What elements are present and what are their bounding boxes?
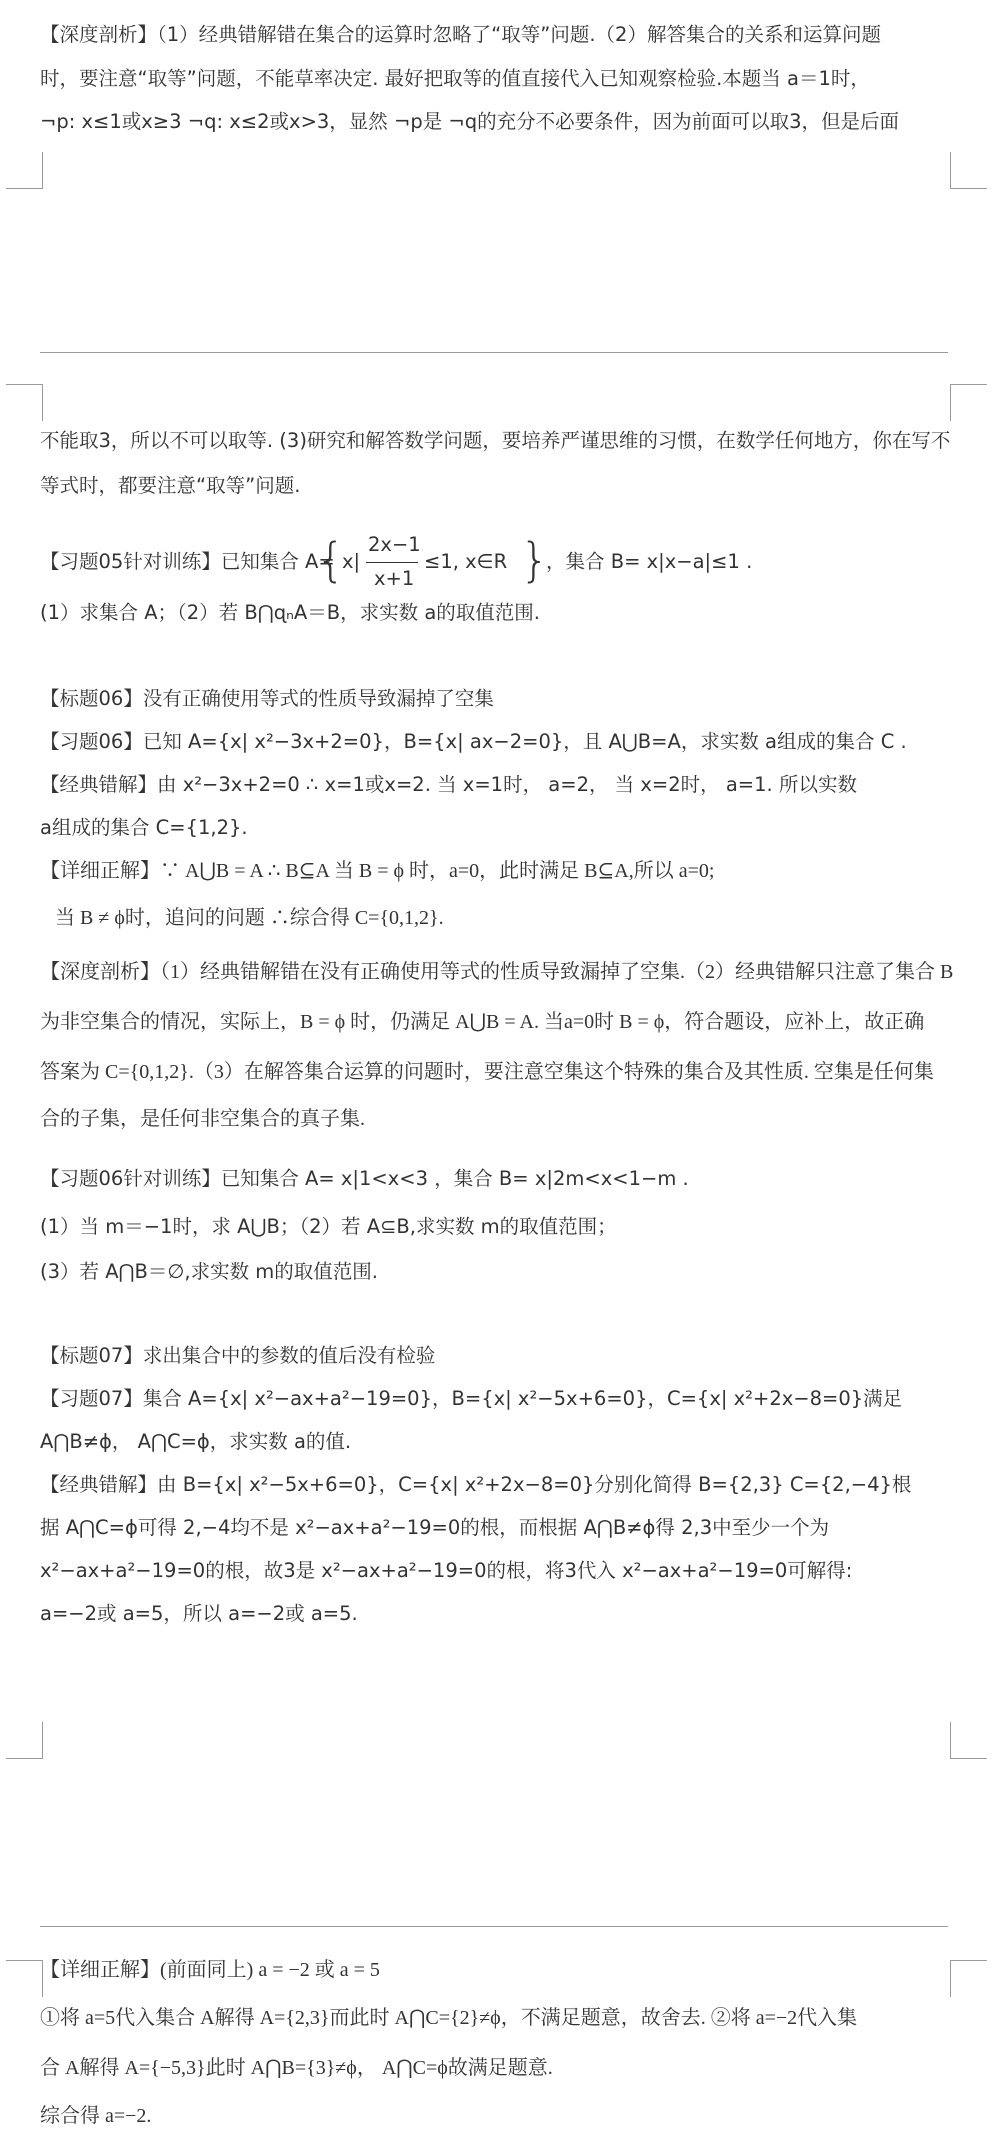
set-brace-close: } xyxy=(520,533,550,587)
crop-mark-top-right xyxy=(950,152,987,189)
text-line: ①将 a=5代入集合 A解得 A={2,3}而此时 A⋂C={2}≠ϕ，不满足题意，故舍去. ②将 a=−2代入集 xyxy=(40,2007,858,2029)
exercise05-label: 【习题05针对训练】已知集合 A= xyxy=(40,550,335,573)
text-line: 【习题07】集合 A={x| x²−ax+a²−19=0}，B={x| x²−5x+6=0}，C={x| x²+2x−8=0}满足 xyxy=(40,1387,903,1410)
text-line: (1）求集合 A；（2）若 B⋂ɋₙA＝B，求实数 a的取值范围. xyxy=(40,601,540,624)
set-condition-x: x| xyxy=(342,550,361,573)
section-title-07: 【标题07】求出集合中的参数的值后没有检验 xyxy=(40,1344,436,1367)
exercise05-line xyxy=(40,532,950,592)
crop-mark-top-right xyxy=(950,1722,987,1759)
text-line: 合的子集，是任何非空集合的真子集. xyxy=(40,1108,365,1130)
crop-mark-bottom-left xyxy=(6,1960,43,1997)
text-line: 【习题06针对训练】已知集合 A= x|1<x<3 ，集合 B= x|2m<x<1−m . xyxy=(40,1167,689,1190)
text-line: 为非空集合的情况，实际上，B = ϕ 时，仍满足 A⋃B = A. 当a=0时 B = ϕ，符合题设，应补上，故正确 xyxy=(40,1011,925,1033)
crop-mark-bottom-left xyxy=(6,384,43,421)
set-condition-tail: ≤1, x∈R xyxy=(424,550,508,573)
text-line: (1）当 m＝−1时，求 A⋃B；（2）若 A⊆B,求实数 m的取值范围； xyxy=(40,1215,617,1238)
text-line: x²−ax+a²−19=0的根，故3是 x²−ax+a²−19=0的根，将3代入 x²−ax+a²−19=0可解得: xyxy=(40,1559,853,1582)
text-line: (3）若 A⋂B＝∅,求实数 m的取值范围. xyxy=(40,1260,379,1283)
text-line: 据 A⋂C=ϕ可得 2,−4均不是 x²−ax+a²−19=0的根，而根据 A⋂B≠ϕ得 2,3中至少一个为 xyxy=(40,1516,830,1539)
crop-mark-bottom-right xyxy=(950,1960,987,1997)
text-line: 时，要注意“取等”问题，不能草率决定. 最好把取等的值直接代入已知观察检验.本题当 a＝1时， xyxy=(40,67,870,90)
text-line: 【详细正解】∵ A⋃B = A ∴ B⊆A 当 B = ϕ 时，a=0，此时满足 B⊆A,所以 a=0; xyxy=(40,860,715,882)
text-line: A⋂B≠ϕ， A⋂C=ϕ，求实数 a的值. xyxy=(40,1430,352,1453)
text-line: 答案为 C={0,1,2}.（3）在解答集合运算的问题时，要注意空集这个特殊的集合及其性质. 空集是任何集 xyxy=(40,1061,934,1083)
crop-mark-top-left xyxy=(6,152,43,189)
text-line: 【经典错解】由 B={x| x²−5x+6=0}，C={x| x²+2x−8=0}分别化简得 B={2,3} C={2,−4}根 xyxy=(40,1473,912,1496)
text-line: 等式时，都要注意“取等”问题. xyxy=(40,474,301,497)
text-line: 综合得 a=−2. xyxy=(40,2105,152,2127)
fraction-numerator: 2x−1 xyxy=(368,533,421,556)
text-line: 【深度剖析】（1）经典错解错在没有正确使用等式的性质导致漏掉了空集.（2）经典错解只注意了集合 B xyxy=(40,961,954,983)
text-line: 合 A解得 A={−5,3}此时 A⋂B={3}≠ϕ， A⋂C=ϕ故满足题意. xyxy=(40,2057,553,2079)
text-line: 【深度剖析】（1）经典错解错在集合的运算时忽略了“取等”问题.（2）解答集合的关系和运算问题 xyxy=(40,23,881,46)
crop-mark-bottom-right xyxy=(950,384,987,421)
page-separator xyxy=(40,352,948,353)
fraction-bar xyxy=(366,562,418,563)
text-line: 【详细正解】(前面同上) a = −2 或 a = 5 xyxy=(40,1959,380,1981)
set-b-definition: ，集合 B= x|x−a|≤1 . xyxy=(546,550,753,573)
text-line: 当 B ≠ ϕ时，追问的问题 ∴综合得 C={0,1,2}. xyxy=(55,907,444,929)
fraction-denominator: x+1 xyxy=(374,567,415,590)
section-title-06: 【标题06】没有正确使用等式的性质导致漏掉了空集 xyxy=(40,687,494,710)
text-line: a组成的集合 C={1,2}. xyxy=(40,816,248,839)
text-line: 【经典错解】由 x²−3x+2=0 ∴ x=1或x=2. 当 x=1时， a=2， 当 x=2时， a=1. 所以实数 xyxy=(40,773,857,796)
crop-mark-top-left xyxy=(6,1722,43,1759)
text-line: ¬p: x≤1或x≥3 ¬q: x≤2或x>3，显然 ¬p是 ¬q的充分不必要条件，因为前面可以取3，但是后面 xyxy=(40,110,900,133)
text-line: a=−2或 a=5，所以 a=−2或 a=5. xyxy=(40,1602,358,1625)
set-brace-open: { xyxy=(316,533,346,587)
text-line: 不能取3，所以不可以取等. (3)研究和解答数学问题，要培养严谨思维的习惯，在数学任何地方，你在写不 xyxy=(40,429,951,452)
page-separator xyxy=(40,1926,948,1927)
text-line: 【习题06】已知 A={x| x²−3x+2=0}，B={x| ax−2=0}，且 A⋃B=A，求实数 a组成的集合 C . xyxy=(40,730,907,753)
